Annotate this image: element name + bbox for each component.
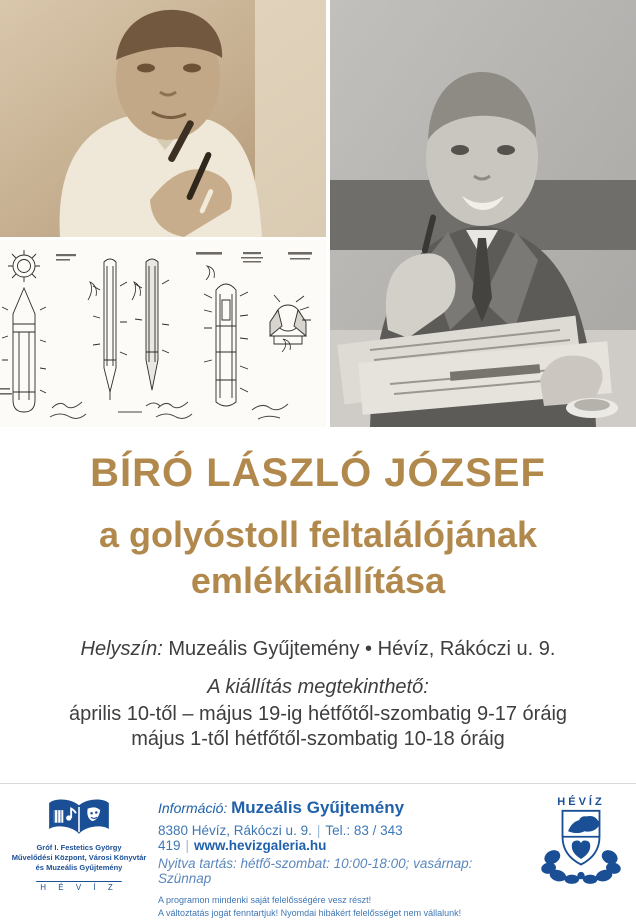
opening-hours-line: Nyitva tartás: hétfő-szombat: 10:00-18:00; vasárnap: Szünnap: [158, 856, 473, 886]
phone-text: Tel.: 83 / 343 419: [158, 823, 403, 853]
disclaimer-line-2: A változtatás jogát fenntartjuk! Nyomdai hibákért felelősséget nem vállalunk!: [158, 908, 462, 919]
info-line: [158, 798, 526, 818]
org-city-label: H É V Í Z: [40, 883, 118, 893]
footer-info: [158, 794, 526, 920]
schedule-line-1: április 10-től – május 19-ig hétfőtől-szombatig 9-17 óráig: [68, 703, 568, 726]
poster-subtitle: [0, 512, 636, 604]
heviz-shield-icon: [539, 809, 623, 883]
org-name-line-1: Gróf I. Festetics György: [36, 843, 122, 852]
festetics-center-logo: [0, 794, 158, 892]
info-organization: Muzeális Gyűjtemény: [231, 798, 405, 817]
separator: |: [316, 823, 321, 838]
heviz-label: HÉVÍZ: [557, 796, 605, 808]
photo-collage: [0, 0, 636, 427]
photo-older-biro-illustration: [330, 0, 636, 427]
festetics-logo-text: [12, 843, 147, 873]
heviz-coat-of-arms: [526, 794, 636, 883]
org-name-line-2: Művelődési Központ, Városi Könyvtár: [11, 853, 147, 863]
open-book-icon: [43, 796, 115, 840]
patent-drawing: [0, 240, 326, 427]
footer: [0, 783, 636, 919]
collage-left-column: [0, 0, 326, 427]
poster-title: BÍRÓ LÁSZLÓ JÓZSEF: [90, 451, 546, 495]
address-line: [158, 823, 526, 853]
location-line: [0, 638, 636, 661]
logo-arc-divider: [36, 875, 122, 882]
disclaimer-block: [158, 894, 526, 920]
separator: |: [185, 838, 190, 853]
org-name-line-3: és Muzeális Gyűjtemény: [35, 863, 123, 873]
subtitle-line-2: emlékkiállítása: [190, 560, 446, 602]
subtitle-line-1: a golyóstoll feltalálójának: [98, 514, 538, 555]
patent-drawing-illustration: [0, 240, 326, 427]
photo-young-biro: [0, 0, 326, 237]
photo-older-biro-at-desk: [330, 0, 636, 427]
schedule-block: [0, 676, 636, 752]
schedule-line-2: május 1-től hétfőtől-szombatig 10-18 óráig: [131, 728, 505, 751]
location-label: Helyszín:: [80, 638, 163, 661]
schedule-heading: A kiállítás megtekinthető:: [207, 676, 429, 699]
photo-young-biro-illustration: [0, 0, 326, 237]
disclaimer-line-1: A programon mindenki saját felelősségére vesz részt!: [158, 895, 372, 905]
headline-block: [0, 451, 636, 604]
info-label: Információ:: [158, 800, 228, 816]
address-text: 8380 Hévíz, Rákóczi u. 9.: [158, 823, 312, 838]
location-text: Muzeális Gyűjtemény • Hévíz, Rákóczi u. 9.: [162, 638, 556, 661]
website-text: www.hevizgaleria.hu: [194, 838, 327, 853]
